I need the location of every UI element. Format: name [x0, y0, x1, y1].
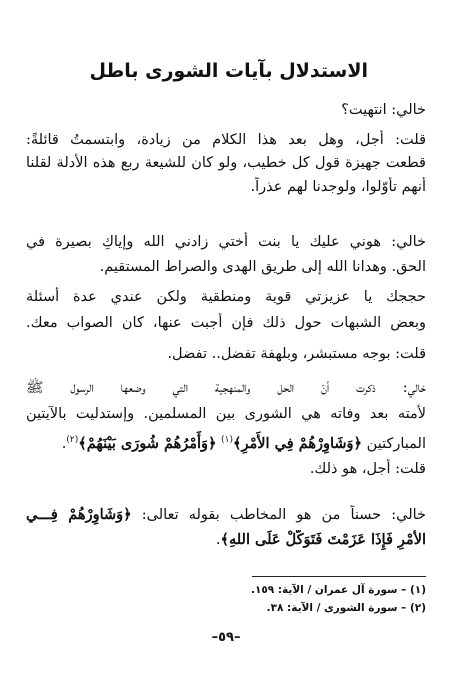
text-line-8: وبعض الشبهات حول ذلك فإن أجبت عنها، كان الصواب معك. [26, 315, 426, 331]
text-line-11: لأمته بعد وفاته هي الشورى بين المسلمين. وإستدليت بالآيتين [26, 406, 426, 422]
text-line-2: قلت: أجل، وهل بعد هذا الكلام من زيادة، وابتسمتُ قائلةً: [26, 132, 426, 148]
text-line-9: قلت: بوجه مستبشر، وبلهفة تفضل.. تفضل. [167, 346, 426, 362]
quran-verse-shura-38: ﴿وَأَمْرُهُمْ شُورَى بَيْنَهُمْ﴾ [78, 434, 217, 452]
footnote-2: (٢) – سورة الشورى / الآية: ٣٨. [266, 602, 426, 614]
footnote-marker-1: (١) [221, 435, 234, 445]
text-line-6: الحق. وهدانا الله إلى طريق الهدى والصراط المستقيم. [99, 259, 426, 275]
quran-verse-part-2: الأَمْرِ فَإِذَا عَزَمْتَ فَتَوَكَّلْ عَلَى اللهِ﴾ [220, 531, 426, 548]
text-line-14 [26, 505, 426, 525]
footnote-1: (١) – سورة آل عمران / الآية: ١٥٩. [250, 584, 426, 596]
text-line-1: خالي: انتهيت؟ [341, 102, 426, 118]
text-line-7: حججك يا عزيزتي قوية ومنطقية ولكن عندي عدة أسئلة [26, 289, 426, 305]
text-line-4: أنهم تأوّلوا، ولوجدنا لهم عذراً. [250, 179, 426, 195]
text-line-3: قطعت جهيزة قول كل خطيب، ولو كان للشيعة ربع هذه الأدلة لقلنا [26, 155, 426, 171]
text-line-12-start: المباركتين [366, 435, 426, 452]
footnote-marker-2: (٢) [66, 435, 79, 445]
text-line-10: خالي: ذكرت أنّ الحل والمنهجية التي وضعها الرسول ﷺ [26, 380, 426, 396]
text-line-15-end: . [215, 532, 221, 548]
section-heading: الاستدلال بآيات الشورى باطل [89, 60, 368, 82]
text-line-14-start: خالي: حسناً من هو المخاطب بقوله تعالى: [141, 507, 426, 523]
text-line-12: المباركتين ﴿وَشَاوِرْهُمْ فِي الأَمْرِ﴾$^{(١)}$ ﴿وَأَمْرُهُمْ شُورَى بَيْنَهُمْ﴾$^{(٢)}$. [61, 434, 426, 452]
quran-verse-shura-159: ﴿وَشَاوِرْهُمْ فِي الأَمْرِ﴾ [233, 434, 363, 452]
quran-verse-part-1: ﴿وَشَاوِرْهُمْ فِـــي [26, 506, 132, 523]
text-line-15 [26, 530, 426, 550]
footnote-divider [252, 576, 426, 577]
text-line-13: قلت: أجل، هو ذلك. [309, 461, 426, 477]
text-line-5: خالي: هوني عليك يا بنت أختي زادني الله وإياكِ بصيرة في [26, 234, 426, 250]
page-number: –٥٩– [211, 630, 241, 645]
